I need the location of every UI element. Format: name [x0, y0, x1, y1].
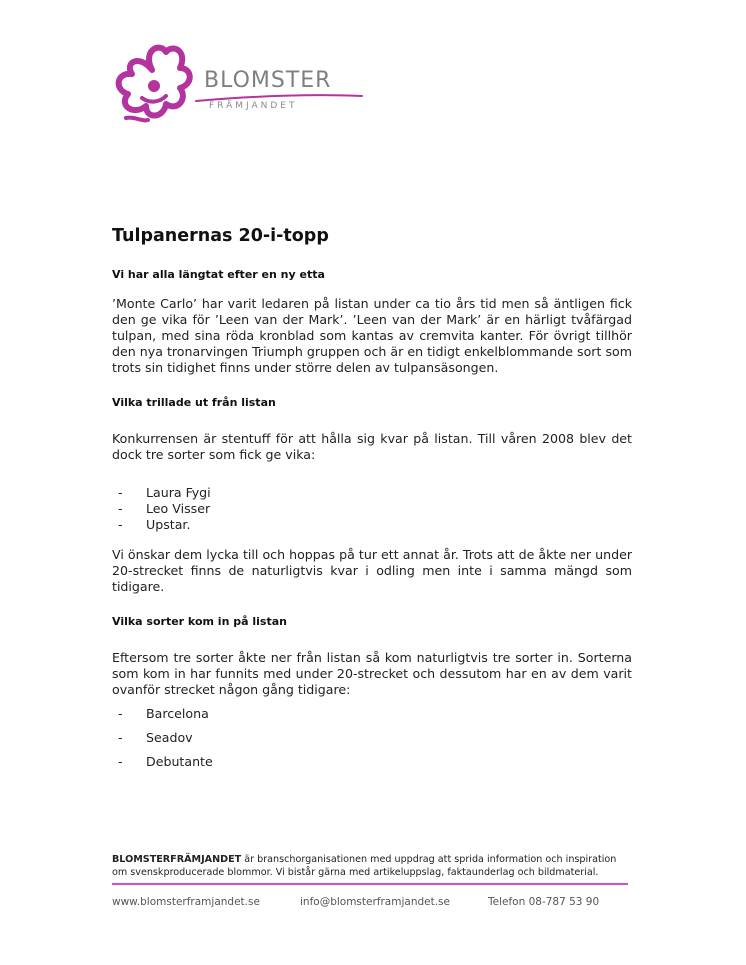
footer-website-link[interactable]: www.blomsterframjandet.se — [112, 896, 260, 908]
article — [112, 226, 632, 778]
footer-desc-line-1: är branschorganisationen med uppdrag att sprida information och inspiration — [241, 854, 617, 865]
logo — [112, 40, 372, 135]
footer-description — [112, 854, 632, 879]
footer-divider — [112, 883, 628, 885]
section-heading: Vi har alla längtat efter en ny etta — [112, 268, 325, 281]
section-paragraph: Vi önskar dem lycka till och hoppas på tur ett annat år. Trots att de åkte ner under 20-strecket finns de naturligtvis kvar i odling men inte i samma mängd som tidigare. — [112, 547, 632, 594]
logo-brand-top: BLOMSTER — [204, 68, 332, 93]
list-item: - Laura Fygi — [112, 485, 632, 501]
list-item: - Leo Visser — [112, 501, 632, 517]
footer — [112, 854, 632, 908]
list-item: - Upstar. — [112, 517, 632, 533]
logo-brand-bottom: FRÄMJANDET — [209, 101, 298, 111]
section-paragraph: Konkurrensen är stentuff för att hålla sig kvar på listan. Till våren 2008 blev det dock tre sorter som fick ge vika: — [112, 431, 632, 462]
footer-org-name: BLOMSTERFRÄMJANDET — [112, 854, 242, 865]
page-title: Tulpanernas 20-i-topp — [112, 226, 329, 246]
section-heading: Vilka trillade ut från listan — [112, 396, 276, 409]
removed-varieties-list — [112, 485, 632, 533]
list-item: - Barcelona — [112, 706, 632, 722]
new-varieties-list — [112, 706, 632, 770]
list-item: - Debutante — [112, 754, 632, 770]
footer-phone: Telefon 08-787 53 90 — [488, 896, 600, 908]
section-heading: Vilka sorter kom in på listan — [112, 615, 287, 628]
section-paragraph: ’Monte Carlo’ har varit ledaren på listan under ca tio års tid men så äntligen fick den ge vika för ’Leen van der Mark’. ’Leen van der Mark’ är en härligt tvåfärgad tulpan, med sina röda kronblad som kantas av cremvita kanter. För övrigt tillhör den nya tronarvingen Triumph gruppen och är en tidigt enkelblommande sort som trots sin tidighet finns under större delen av tulpansäsongen. — [112, 296, 632, 375]
list-item: - Seadov — [112, 730, 632, 746]
section-paragraph: Eftersom tre sorter åkte ner från listan så kom naturligtvis tre sorter in. Sorterna som kom in har funnits med under 20-strecket och dessutom har en av dem varit ovanför strecket någon gång tidigare: — [112, 650, 632, 697]
footer-email-link[interactable]: info@blomsterframjandet.se — [300, 896, 450, 908]
footer-desc-line-2: om svenskproducerade blommor. Vi bistår gärna med artikeluppslag, faktaunderlag och bildmaterial. — [112, 866, 599, 878]
flower-icon — [112, 40, 194, 128]
